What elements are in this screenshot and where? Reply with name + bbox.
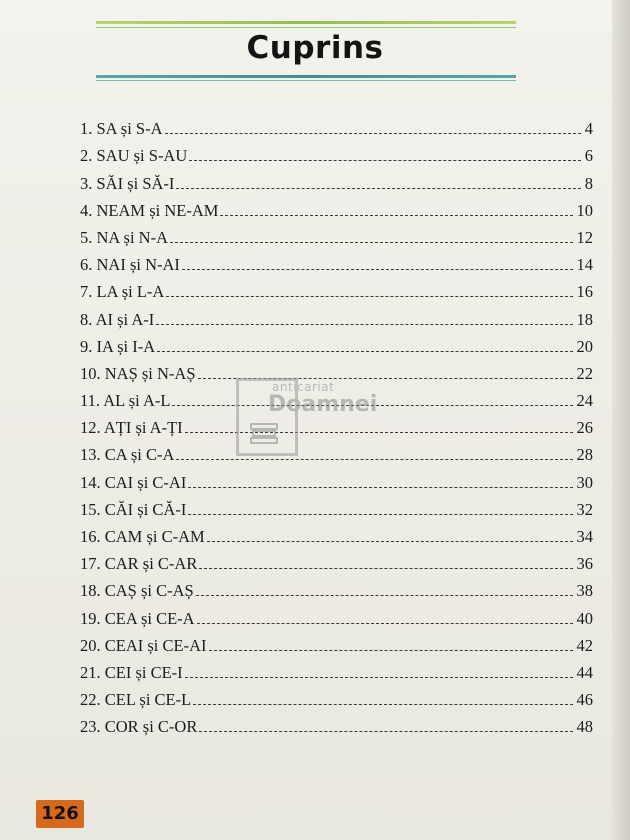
- toc-leader: [166, 296, 572, 297]
- toc-entry-label: 9. IA și I-A: [80, 336, 156, 356]
- toc-entry[interactable]: [80, 629, 593, 656]
- toc-entry-page: 46: [576, 690, 593, 710]
- toc-entry[interactable]: [80, 465, 593, 492]
- toc-entry-label: 23. COR și C-OR: [80, 717, 198, 737]
- toc-entry-page: 20: [576, 336, 593, 356]
- toc-entry[interactable]: [80, 221, 593, 248]
- toc-leader: [188, 514, 572, 515]
- toc-leader: [157, 351, 572, 352]
- title-rule-bottom: [96, 75, 516, 78]
- toc-entry-page: 6: [584, 146, 593, 166]
- toc-leader: [176, 459, 572, 460]
- toc-entry[interactable]: [80, 493, 593, 520]
- toc-entry-page: 38: [576, 581, 593, 601]
- toc-leader: [197, 623, 573, 624]
- toc-entry-page: 4: [584, 119, 593, 139]
- toc-entry[interactable]: [80, 112, 593, 139]
- toc-entry[interactable]: [80, 574, 593, 601]
- toc-entry-label: 12. AȚI și A-ȚI: [80, 418, 183, 438]
- toc-entry-label: 5. NA și N-A: [80, 227, 169, 247]
- toc-entry-label: 15. CĂI și CĂ-I: [80, 499, 187, 519]
- toc-entry-page: 44: [576, 662, 593, 682]
- toc-leader: [185, 677, 573, 678]
- toc-entry-page: 8: [584, 173, 593, 193]
- toc-entry-page: 30: [576, 472, 593, 492]
- watermark-name: Doamnei: [268, 392, 378, 417]
- page-number-badge: 126: [36, 800, 84, 828]
- toc-entry-label: 22. CEL și CE-L: [80, 690, 192, 710]
- toc-entry[interactable]: [80, 520, 593, 547]
- toc-leader: [207, 541, 573, 542]
- toc-entry[interactable]: [80, 166, 593, 193]
- toc-leader: [189, 160, 580, 161]
- toc-entry-page: 48: [576, 717, 593, 737]
- title-rule-top: [96, 21, 516, 24]
- toc-entry-label: 13. CA și C-A: [80, 445, 175, 465]
- toc-entry-label: 10. NAȘ și N-AȘ: [80, 363, 196, 383]
- toc-leader: [196, 595, 573, 596]
- toc-entry-label: 14. CAI și C-AI: [80, 472, 187, 492]
- toc-entry-page: 42: [576, 635, 593, 655]
- toc-entry[interactable]: [80, 683, 593, 710]
- toc-leader: [188, 487, 572, 488]
- toc-entry-page: 40: [576, 608, 593, 628]
- toc-entry[interactable]: [80, 710, 593, 737]
- page-edge: [612, 0, 630, 840]
- title-rule-top-thin: [96, 27, 516, 28]
- toc-leader: [182, 269, 573, 270]
- toc-entry-page: 22: [576, 363, 593, 383]
- toc-entry[interactable]: [80, 656, 593, 683]
- toc-entry-page: 16: [576, 282, 593, 302]
- toc-leader: [193, 704, 572, 705]
- watermark-top-text: anticariat: [272, 380, 335, 394]
- toc-leader: [170, 242, 572, 243]
- toc-entry-label: 1. SA și S-A: [80, 119, 163, 139]
- page-title: Cuprins: [246, 30, 384, 66]
- toc-entry[interactable]: [80, 248, 593, 275]
- book-stack-icon: [249, 422, 279, 444]
- toc-entry[interactable]: [80, 139, 593, 166]
- toc-entry-page: 10: [576, 200, 593, 220]
- toc-entry-label: 4. NEAM și NE-AM: [80, 200, 219, 220]
- toc-entry-page: 12: [576, 227, 593, 247]
- watermark: [236, 378, 378, 456]
- toc-leader: [165, 133, 581, 134]
- toc-entry-label: 2. SAU și S-AU: [80, 146, 188, 166]
- toc-entry-label: 7. LA și L-A: [80, 282, 165, 302]
- toc-entry-label: 16. CAM și C-AM: [80, 527, 205, 546]
- toc-entry-label: 18. CAȘ și C-AȘ: [80, 581, 194, 601]
- toc-entry-page: 26: [576, 418, 593, 438]
- toc-entry-label: 11. AL și A-L: [80, 391, 171, 411]
- toc-entry-page: 36: [576, 554, 593, 574]
- title-rule-bottom-thin: [96, 80, 516, 81]
- toc-entry-label: 19. CEA și CE-A: [80, 608, 195, 628]
- toc-leader: [199, 731, 572, 732]
- toc-leader: [156, 324, 572, 325]
- toc-entry-label: 6. NAI și N-AI: [80, 255, 180, 275]
- toc-entry-page: 14: [576, 255, 593, 275]
- toc-entry-page: 32: [576, 499, 593, 519]
- toc-entry[interactable]: [80, 194, 593, 221]
- toc-leader: [199, 568, 572, 569]
- toc-entry-label: 21. CEI și CE-I: [80, 662, 183, 682]
- toc-entry-label: 8. AI și A-I: [80, 309, 155, 329]
- toc-entry-page: 18: [576, 309, 593, 329]
- toc-entry-page: 28: [576, 445, 593, 465]
- toc-leader: [176, 188, 580, 189]
- toc-entry[interactable]: [80, 302, 593, 329]
- toc-entry[interactable]: [80, 601, 593, 628]
- toc-entry[interactable]: [80, 330, 593, 357]
- toc-entry-label: 20. CEAI și CE-AI: [80, 635, 207, 655]
- toc-entry[interactable]: [80, 547, 593, 574]
- toc-entry-label: 17. CAR și C-AR: [80, 554, 198, 574]
- toc-entry[interactable]: [80, 275, 593, 302]
- toc-leader: [209, 650, 573, 651]
- toc-leader: [220, 215, 572, 216]
- toc-entry-page: 34: [576, 527, 593, 546]
- toc-entry-page: 24: [576, 391, 593, 411]
- toc-entry-label: 3. SĂI și SĂ-I: [80, 173, 175, 193]
